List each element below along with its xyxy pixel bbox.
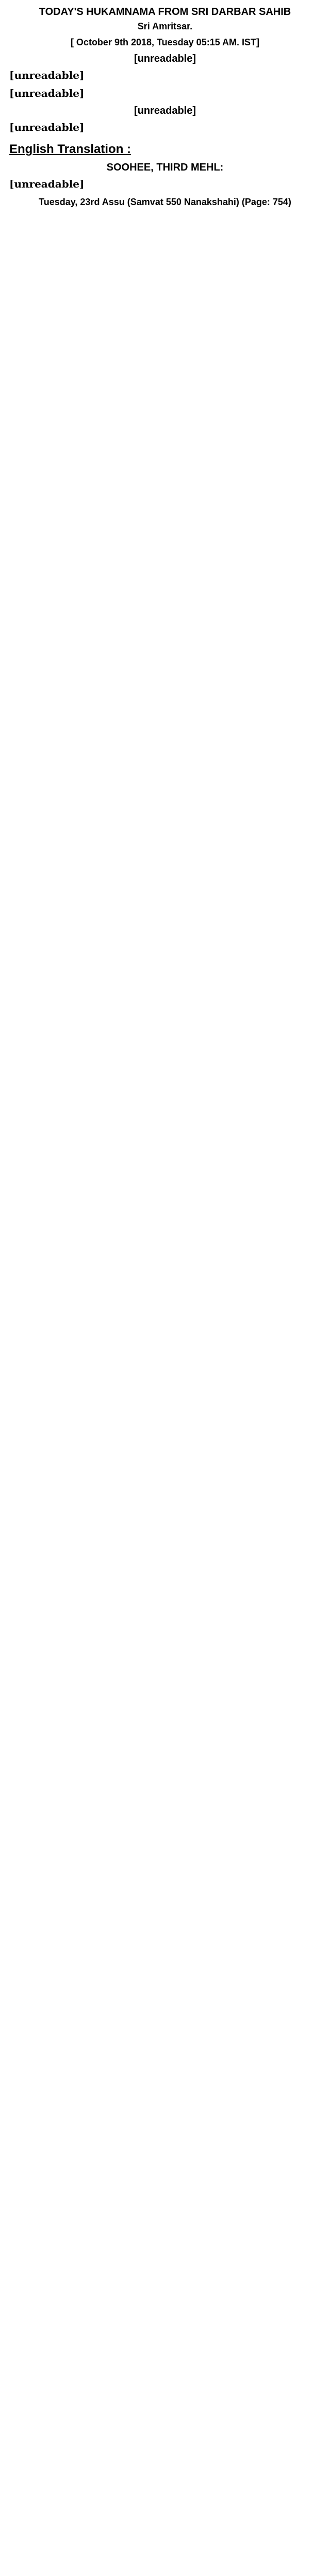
english-footer: Tuesday, 23rd Assu (Samvat 550 Nanakshahi) (Page: 754) [39,197,291,207]
punjabi-section-title: [unreadable] [134,105,196,116]
gurmukhi-section-title: [unreadable] [134,53,196,64]
gurmukhi-text: [unreadable] [9,69,85,81]
date-line: [ October 9th 2018, Tuesday 05:15 AM. IST] [70,37,260,47]
english-translation-label: English Translation : [9,142,131,156]
page-subtitle: Sri Amritsar. [137,21,193,31]
punjabi-explanation: [unreadable] [9,121,85,133]
gurmukhi-footer: [unreadable] [9,87,85,99]
english-section-title: SOOHEE, THIRD MEHL: [106,162,224,173]
english-translation-text: [unreadable] [9,178,85,190]
page-title: TODAY'S HUKAMNAMA FROM SRI DARBAR SAHIB [39,6,291,18]
